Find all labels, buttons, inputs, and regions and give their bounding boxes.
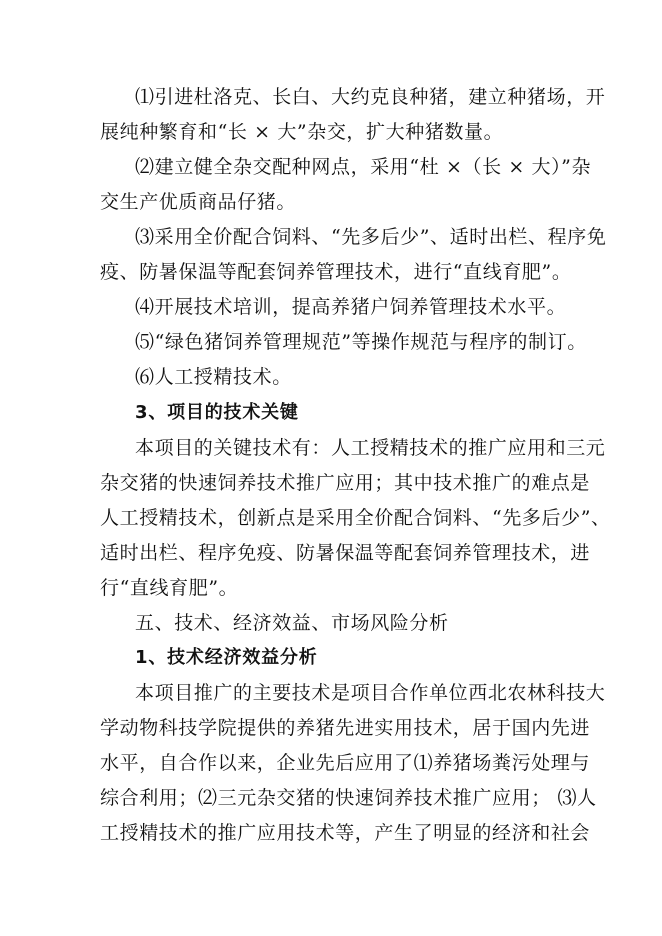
- paragraph-line: 水平，自合作以来，企业先后应用了⑴养猪场粪污处理与: [100, 752, 591, 774]
- paragraph-line: 本项目推广的主要技术是项目合作单位西北农林科技大: [135, 682, 606, 704]
- section-heading: 3、项目的技术关键: [135, 402, 299, 423]
- paragraph-line: 展纯种繁育和“长 × 大”杂交，扩大种猪数量。: [100, 121, 504, 143]
- paragraph-line: 行“直线育肥”。: [100, 577, 239, 599]
- paragraph-line: 学动物科技学院提供的养猪先进实用技术，居于国内先进: [100, 717, 591, 739]
- section-heading: 1、技术经济效益分析: [135, 647, 318, 668]
- paragraph-line: ⑷开展技术培训，提高养猪户饲养管理技术水平。: [135, 296, 567, 318]
- paragraph-line: ⑶采用全价配合饲料、“先多后少”、适时出栏、程序免: [135, 226, 607, 248]
- paragraph-line: ⑵建立健全杂交配种网点，采用“杜 ×（长 × 大）”杂: [135, 156, 592, 178]
- paragraph-line: 人工授精技术，创新点是采用全价配合饲料、“先多后少”、: [100, 507, 611, 529]
- paragraph-line: 疫、防暑保温等配套饲养管理技术，进行“直线育肥”。: [100, 261, 572, 283]
- paragraph-line: ⑴引进杜洛克、长白、大约克良种猪，建立种猪场，开: [135, 86, 606, 108]
- section-title: 五、技术、经济效益、市场风险分析: [135, 612, 449, 634]
- paragraph-line: 适时出栏、程序免疫、防暑保温等配套饲养管理技术，进: [100, 542, 591, 564]
- paragraph-line: 交生产优质商品仔猪。: [100, 191, 297, 213]
- paragraph-line: 综合利用；⑵三元杂交猪的快速饲养技术推广应用； ⑶人: [100, 787, 597, 809]
- paragraph-line: ⑹人工授精技术。: [135, 366, 292, 388]
- paragraph-line: 工授精技术的推广应用技术等，产生了明显的经济和社会: [100, 822, 591, 844]
- paragraph-line: 杂交猪的快速饲养技术推广应用；其中技术推广的难点是: [100, 472, 591, 494]
- paragraph-line: 本项目的关键技术有：人工授精技术的推广应用和三元: [135, 437, 606, 459]
- paragraph-line: ⑸“绿色猪饲养管理规范”等操作规范与程序的制订。: [135, 331, 587, 353]
